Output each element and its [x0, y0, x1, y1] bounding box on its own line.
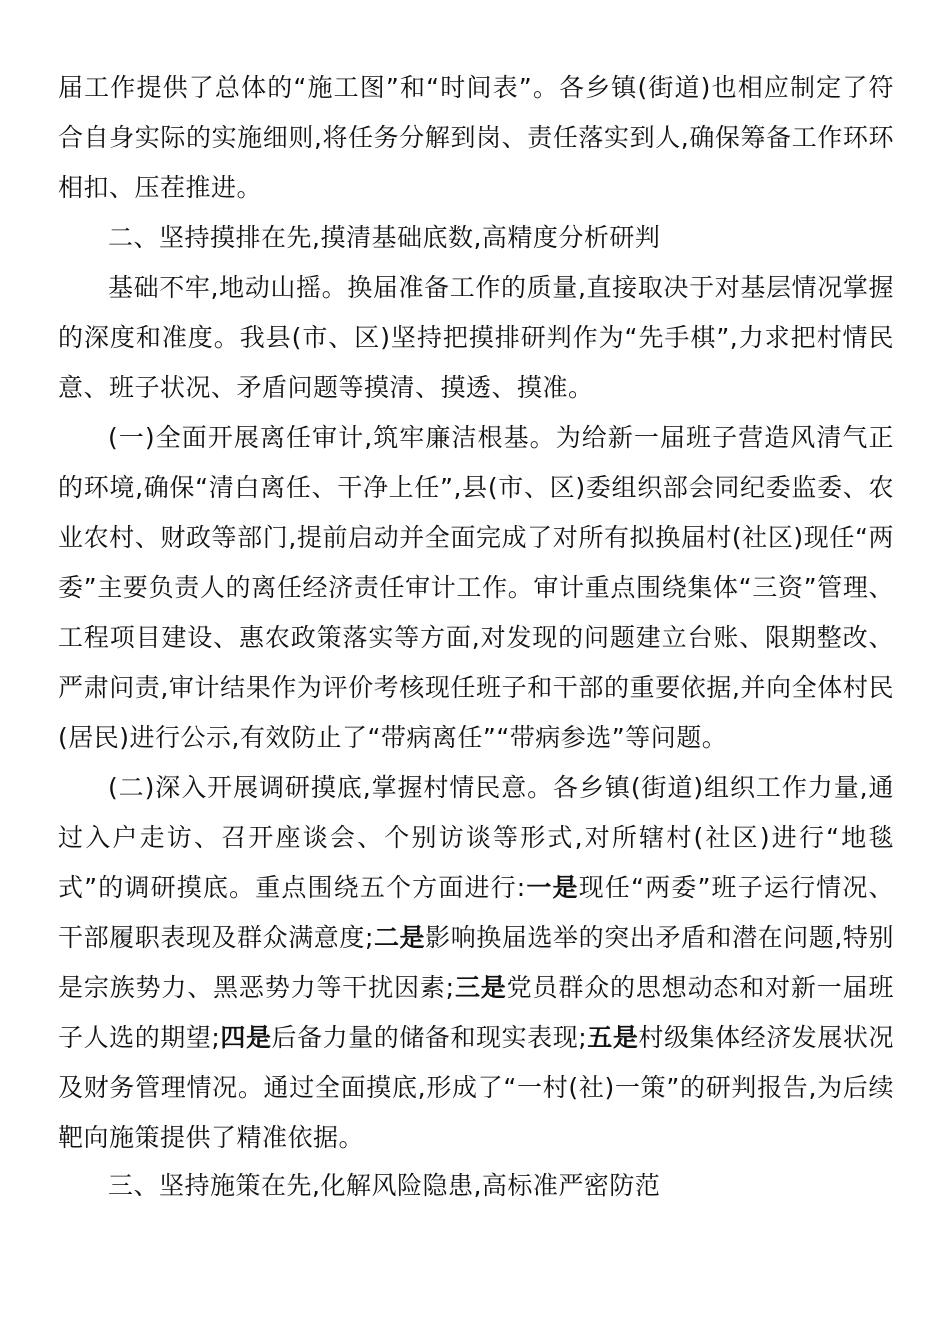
survey-item-three: 党员群众的思想动态和对新一届班子人选的期望; [58, 973, 894, 1052]
paragraph-continuation: 届工作提供了总体的“施工图”和“时间表”。各乡镇(街道)也相应制定了符合自身实际的实施细则,将任务分解到岗、责任落实到人,确保筹备工作环环相扣、压茬推进。 [58, 73, 894, 202]
survey-item-two: 影响换届选举的突出矛盾和潜在问题,特别是宗族势力、黑恶势力等干扰因素; [58, 923, 894, 1002]
paragraph-survey [58, 763, 894, 1163]
survey-item-four: 后备力量的储备和现实表现; [271, 1023, 588, 1052]
keyword-two: 二是 [373, 923, 426, 952]
paragraph-audit: (一)全面开展离任审计,筑牢廉洁根基。为给新一届班子营造风清气正的环境,确保“清白离任、干净上任”,县(市、区)委组织部会同纪委监委、农业农村、财政等部门,提前启动并全面完成了对所有拟换届村(社区)现任“两委”主要负责人的离任经济责任审计工作。审计重点围绕集体“三资”管理、工程项目建设、惠农政策落实等方面,对发现的问题建立台账、限期整改、严肃问责,审计结果作为评价考核现任班子和干部的重要依据,并向全体村民(居民)进行公示,有效防止了“带病离任”“带病参选”等问题。 [58, 423, 894, 752]
section-heading-3: 三、坚持施策在先,化解风险隐患,高标准严密防范 [108, 1171, 661, 1200]
keyword-three: 三是 [454, 973, 507, 1002]
survey-item-five: 村级集体经济发展状况及财务管理情况。通过全面摸底,形成了“一村(社)一策”的研判报告,为后续靶向施策提供了精准依据。 [58, 1023, 894, 1152]
survey-intro: (二)深入开展调研摸底,掌握村情民意。各乡镇(街道)组织工作力量,通过入户走访、召开座谈会、个别访谈等形式,对所辖村(社区)进行“地毯式”的调研摸底。重点围绕五个方面进行: [58, 773, 894, 902]
section-heading-2: 二、坚持摸排在先,摸清基础底数,高精度分析研判 [108, 223, 661, 252]
paragraph-section-2-intro: 基础不牢,地动山摇。换届准备工作的质量,直接取决于对基层情况掌握的深度和准度。我县(市、区)坚持把摸排研判作为“先手棋”,力求把村情民意、班子状况、矛盾问题等摸清、摸透、摸准。 [58, 273, 894, 402]
survey-item-one: 现任“两委”班子运行情况、干部履职表现及群众满意度; [58, 873, 894, 952]
keyword-one: 一是 [525, 873, 579, 902]
keyword-five: 五是 [587, 1023, 639, 1052]
keyword-four: 四是 [220, 1023, 272, 1052]
